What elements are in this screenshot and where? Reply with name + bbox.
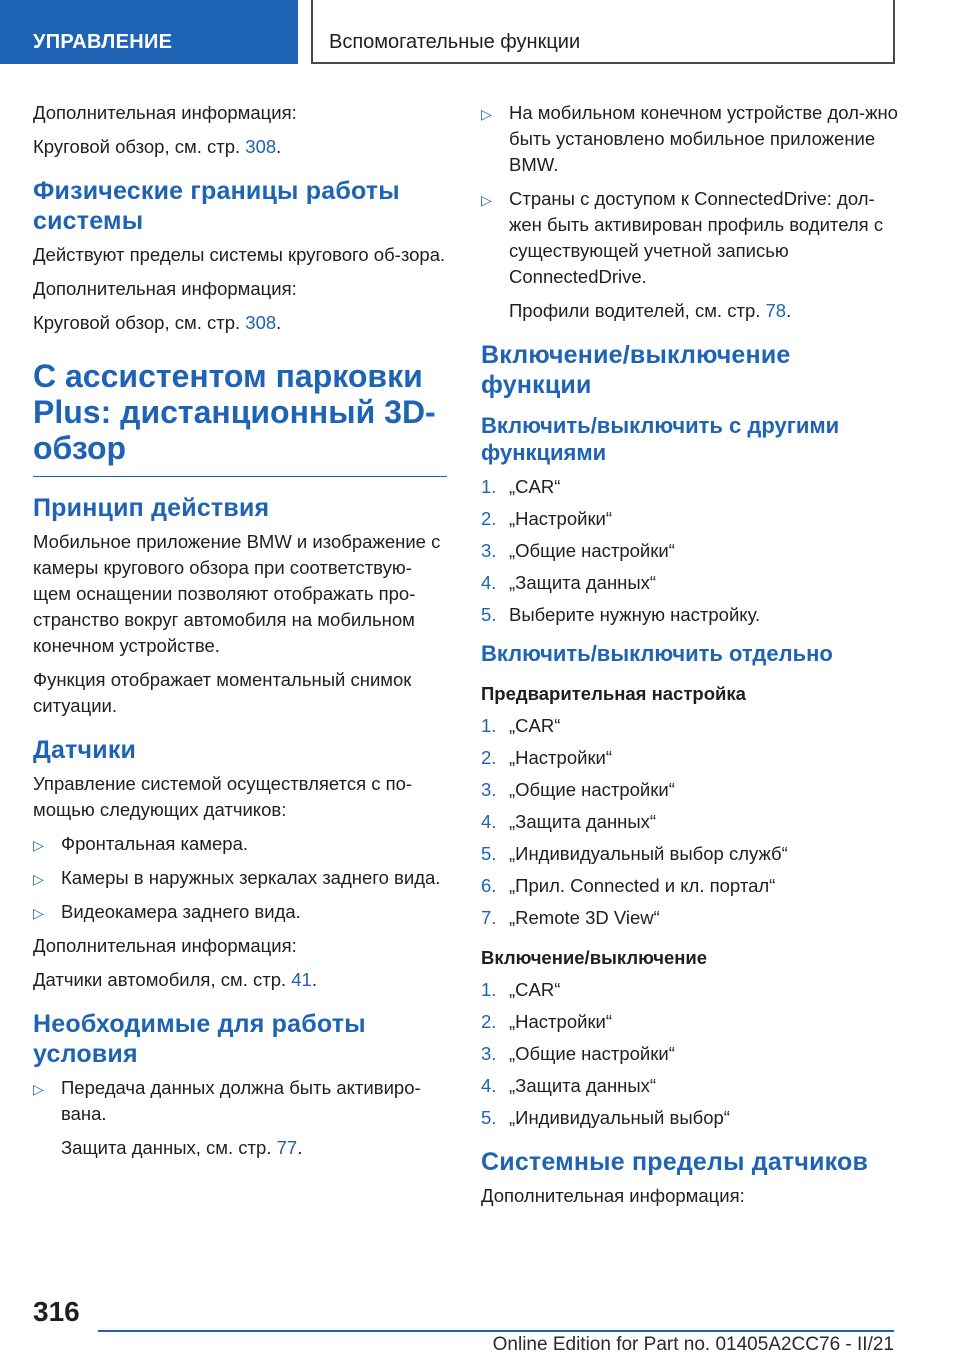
- heading-toggle: Включение/выключение: [481, 947, 708, 968]
- list-item: ▷ Страны с доступом к ConnectedDrive: дол-жен быть активирован профиль водителя с существующей учетной записью ConnectedDrive.: [481, 188, 884, 287]
- page-link[interactable]: 78: [765, 300, 787, 321]
- list-item: ▷ Фронтальная камера.: [33, 831, 447, 857]
- paragraph: Защита данных, см. стр. 77.: [61, 1137, 303, 1158]
- page-link[interactable]: 308: [245, 312, 277, 333]
- list-item: 7. „Remote 3D View“: [481, 907, 660, 928]
- paragraph: Функция отображает моментальный снимок ситуации.: [33, 669, 412, 716]
- footer-divider: [98, 1330, 894, 1332]
- paragraph: Дополнительная информация:: [33, 278, 297, 299]
- list-item: 5. „Индивидуальный выбор“: [481, 1107, 730, 1128]
- heading-conditions: Необходимые для работы условия: [33, 1010, 366, 1068]
- list-item: 3. „Общие настройки“: [481, 540, 675, 561]
- triangle-bullet-icon: ▷: [481, 192, 492, 208]
- page-link[interactable]: 77: [276, 1137, 298, 1158]
- page-link[interactable]: 41: [291, 969, 312, 990]
- edition-note: Online Edition for Part no. 01405A2CC76 - II/21: [492, 1334, 894, 1355]
- triangle-bullet-icon: ▷: [33, 871, 44, 887]
- paragraph: Дополнительная информация:: [33, 102, 297, 123]
- triangle-bullet-icon: ▷: [33, 1081, 44, 1097]
- list-item: 3. „Общие настройки“: [481, 779, 675, 800]
- numbered-list-2: [481, 713, 901, 931]
- paragraph: Профили водителей, см. стр. 78.: [509, 300, 792, 321]
- list-item: 1. „CAR“: [481, 979, 561, 1000]
- paragraph: Датчики автомобиля, см. стр. 41.: [33, 969, 317, 990]
- list-item: ▷ На мобильном конечном устройстве дол-жно быть установлено мобильное приложение BMW.: [481, 102, 898, 175]
- list-item: 5. Выберите нужную настройку.: [481, 604, 761, 625]
- heading-sys-limits: Системные пределы датчиков: [481, 1148, 869, 1176]
- paragraph: Круговой обзор, см. стр. 308.: [33, 312, 282, 333]
- list-item: 2. „Настройки“: [481, 1011, 613, 1032]
- triangle-bullet-icon: ▷: [33, 905, 44, 921]
- paragraph: Действуют пределы системы кругового об-зора.: [33, 244, 446, 265]
- heading-main: С ассистентом парковки Plus: дистанционный 3D-обзор: [33, 358, 447, 477]
- paragraph: Мобильное приложение BMW и изображение с камеры кругового обзора при соответствую-щем оснащении позволяют отображать про-странство вокруг автомобиля на мобильном конечном устройстве.: [33, 531, 441, 656]
- left-column: [33, 100, 447, 1169]
- list-item: 1. „CAR“: [481, 476, 561, 497]
- paragraph: Дополнительная информация:: [481, 1185, 745, 1206]
- list-item: 4. „Защита данных“: [481, 572, 657, 593]
- page-link[interactable]: 308: [245, 136, 277, 157]
- list-item: 5. „Индивидуальный выбор служб“: [481, 843, 788, 864]
- paragraph: Круговой обзор, см. стр. 308.: [33, 136, 282, 157]
- list-item: 4. „Защита данных“: [481, 811, 657, 832]
- list-item: ▷ Передача данных должна быть активиро-вана.: [33, 1077, 421, 1124]
- numbered-list-1: [481, 474, 901, 628]
- list-item: 2. „Настройки“: [481, 747, 613, 768]
- list-item: 6. „Прил. Connected и кл. портал“: [481, 875, 776, 896]
- heading-with-others: Включить/выключить с другими функциями: [481, 413, 840, 465]
- triangle-bullet-icon: ▷: [33, 837, 44, 853]
- list-item: ▷ Видеокамера заднего вида.: [33, 899, 447, 925]
- paragraph: Управление системой осуществляется с по-мощью следующих датчиков:: [33, 773, 413, 820]
- list-item: 1. „CAR“: [481, 715, 561, 736]
- heading-sensors: Датчики: [33, 736, 137, 764]
- heading-limits: Физические границы работы системы: [33, 177, 400, 235]
- chapter-title: Вспомогательные функции: [311, 0, 895, 64]
- paragraph: Дополнительная информация:: [33, 935, 297, 956]
- list-item: 3. „Общие настройки“: [481, 1043, 675, 1064]
- right-column: [481, 100, 901, 1217]
- list-item: ▷ Камеры в наружных зеркалах заднего вида.: [33, 865, 447, 891]
- numbered-list-3: [481, 977, 901, 1131]
- list-item: 2. „Настройки“: [481, 508, 613, 529]
- section-tab: УПРАВЛЕНИЕ: [0, 0, 298, 64]
- heading-onoff: Включение/выключение функции: [481, 341, 791, 399]
- heading-separately: Включить/выключить отдельно: [481, 641, 833, 666]
- list-item: 4. „Защита данных“: [481, 1075, 657, 1096]
- heading-presetting: Предварительная настройка: [481, 683, 746, 704]
- page-number: 316: [33, 1296, 80, 1327]
- triangle-bullet-icon: ▷: [481, 106, 492, 122]
- heading-principle: Принцип действия: [33, 494, 270, 522]
